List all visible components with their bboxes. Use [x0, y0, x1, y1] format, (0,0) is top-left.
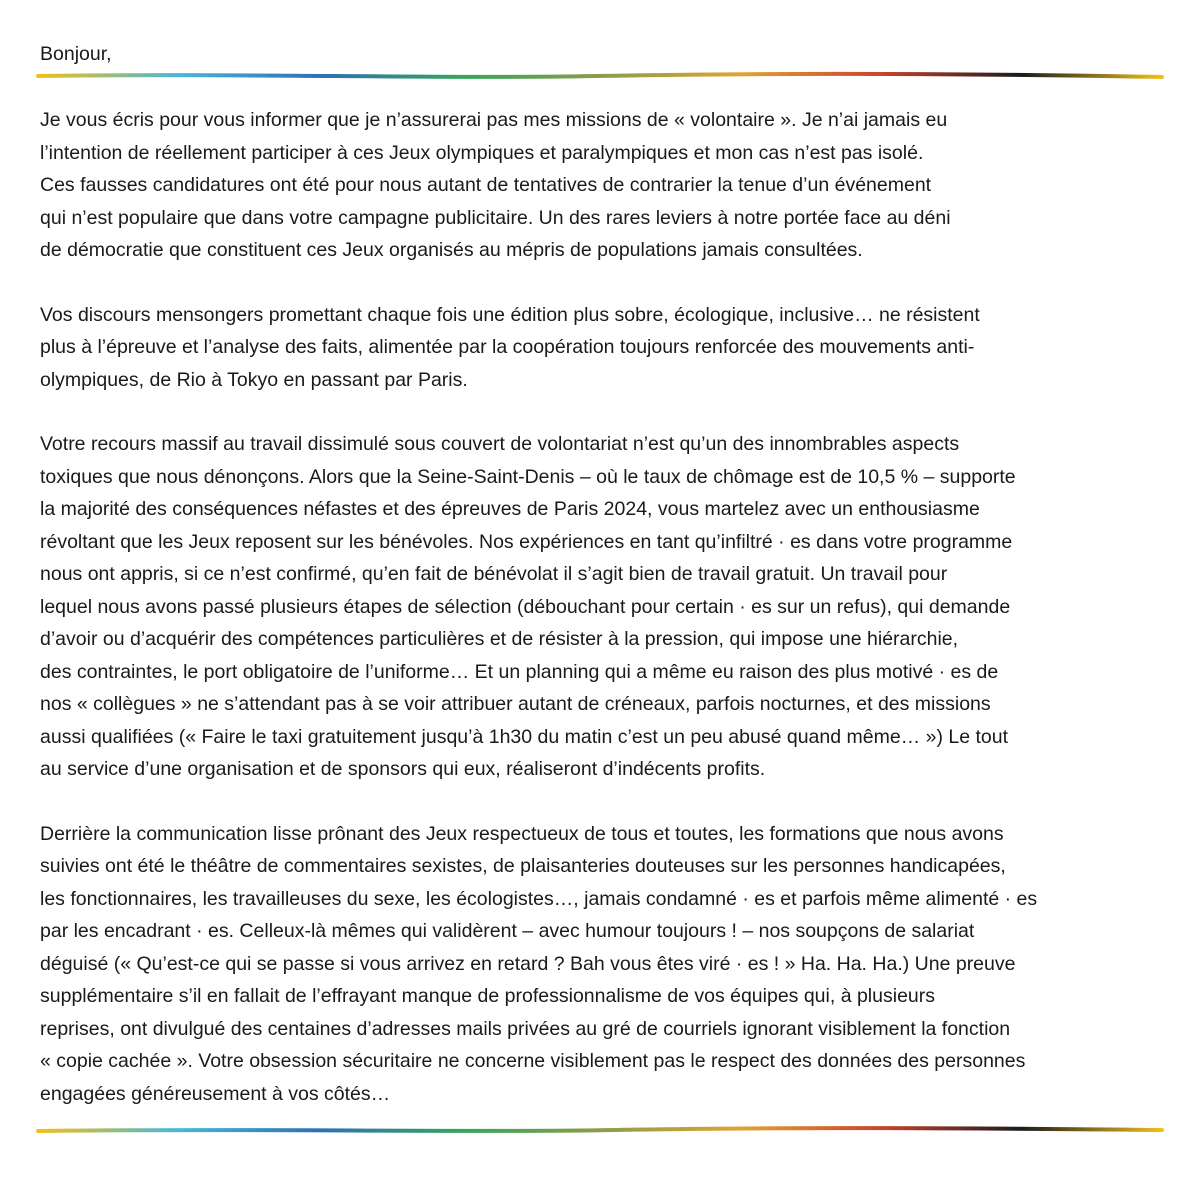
letter-paragraph-2 — [40, 299, 1165, 397]
letter-paragraph-4 — [40, 818, 1165, 1111]
paragraph-line: Ces fausses candidatures ont été pour nous autant de tentatives de contrarier la tenue d’un événement — [40, 174, 932, 196]
paragraph-line: Votre recours massif au travail dissimulé sous couvert de volontariat n’est qu’un des innombrables aspects — [40, 433, 960, 455]
letter-greeting: Bonjour, — [40, 43, 112, 65]
paragraph-line: de démocratie que constituent ces Jeux organisés au mépris de populations jamais consultées. — [40, 239, 863, 261]
paragraph-line: révoltant que les Jeux reposent sur les bénévoles. Nos expériences en tant qu’infiltré · es dans votre programme — [40, 530, 1013, 553]
paragraph-line: Je vous écris pour vous informer que je n’assurerai pas mes missions de « volontaire ». Je n’ai jamais eu — [40, 109, 948, 131]
paragraph-line: les fonctionnaires, les travailleuses du sexe, les écologistes…, jamais condamné · es et parfois même alimenté · es — [40, 887, 1038, 910]
letter-paragraph-3 — [40, 428, 1165, 786]
letter-body — [40, 104, 1165, 1142]
paragraph-line: aussi qualifiées (« Faire le taxi gratuitement jusqu’à 1h30 du matin c’est un peu abusé quand même… ») Le tout — [40, 725, 1008, 748]
paragraph-line: reprises, ont divulgué des centaines d’adresses mails privées au gré de courriels ignorant visiblement la fonction — [40, 1017, 1011, 1040]
bottom-rainbow-divider — [36, 1124, 1164, 1136]
paragraph-line: déguisé (« Qu’est-ce qui se passe si vous arrivez en retard ? Bah vous êtes viré · es ! » Ha. Ha. Ha.) Une preuve — [40, 952, 1016, 975]
letter-paragraph-1 — [40, 104, 1165, 267]
paragraph-line: la majorité des conséquences néfastes et des épreuves de Paris 2024, vous martelez avec un enthousiasme — [40, 498, 980, 520]
paragraph-line: « copie cachée ». Votre obsession sécuritaire ne concerne visiblement pas le respect des données des personnes — [40, 1050, 1026, 1072]
paragraph-line: suivies ont été le théâtre de commentaires sexistes, de plaisanteries douteuses sur les personnes handicapées, — [40, 855, 1006, 877]
paragraph-line: lequel nous avons passé plusieurs étapes de sélection (débouchant pour certain · es sur un refus), qui demande — [40, 595, 1011, 618]
paragraph-line: qui n’est populaire que dans votre campagne publicitaire. Un des rares leviers à notre portée face au déni — [40, 206, 951, 229]
paragraph-line: supplémentaire s’il en fallait de l’effrayant manque de professionnalisme de vos équipes qui, à plusieurs — [40, 985, 936, 1007]
paragraph-line: par les encadrant · es. Celleux-là mêmes qui validèrent – avec humour toujours ! – nos soupçons de salariat — [40, 920, 975, 942]
top-rainbow-divider — [36, 70, 1164, 82]
paragraph-line: nos « collègues » ne s’attendant pas à se voir attribuer autant de créneaux, parfois nocturnes, et des missions — [40, 693, 991, 715]
paragraph-line: engagées généreusement à vos côtés… — [40, 1082, 391, 1105]
paragraph-line: des contraintes, le port obligatoire de l’uniforme… Et un planning qui a même eu raison des plus motivé · es de — [40, 660, 999, 683]
paragraph-line: plus à l’épreuve et l’analyse des faits, alimentée par la coopération toujours renforcée des mouvements anti- — [40, 336, 975, 358]
paragraph-line: l’intention de réellement participer à ces Jeux olympiques et paralympiques et mon cas n’est pas isolé. — [40, 141, 924, 164]
paragraph-line: Vos discours mensongers promettant chaque fois une édition plus sobre, écologique, inclusive… ne résistent — [40, 303, 980, 326]
paragraph-line: nous ont appris, si ce n’est confirmé, qu’en fait de bénévolat il s’agit bien de travail gratuit. Un travail pour — [40, 563, 948, 585]
paragraph-line: au service d’une organisation et de sponsors qui eux, réaliseront d’indécents profits. — [40, 758, 766, 780]
paragraph-line: d’avoir ou d’acquérir des compétences particulières et de résister à la pression, qui impose une hiérarchie, — [40, 628, 959, 650]
paragraph-line: Derrière la communication lisse prônant des Jeux respectueux de tous et toutes, les formations que nous avons — [40, 822, 1004, 845]
paragraph-line: olympiques, de Rio à Tokyo en passant par Paris. — [40, 368, 468, 391]
paragraph-line: toxiques que nous dénonçons. Alors que la Seine-Saint-Denis – où le taux de chômage est de 10,5 % – supporte — [40, 465, 1016, 488]
